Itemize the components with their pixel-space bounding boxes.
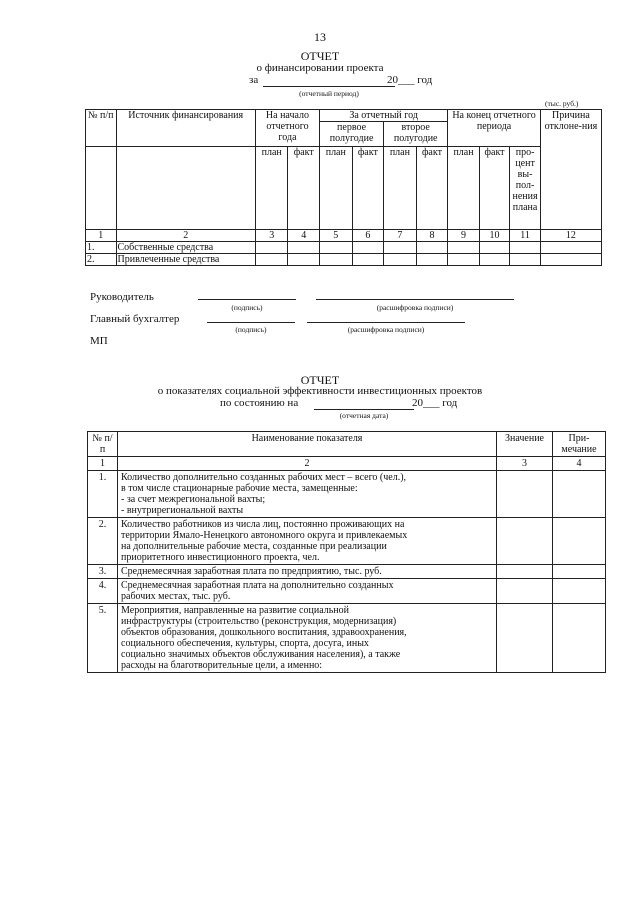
period-prefix: за bbox=[249, 74, 259, 86]
col-number: 2 bbox=[118, 457, 497, 471]
cell[interactable] bbox=[352, 254, 384, 266]
date-line bbox=[314, 409, 414, 410]
table-row bbox=[86, 242, 602, 254]
header-name: Наименование показателя bbox=[118, 432, 497, 457]
cell[interactable] bbox=[255, 242, 288, 254]
row-text-line: Среднемесячная заработная плата на дополнительно созданных bbox=[121, 580, 394, 591]
percent-label: про-цент вы-пол-нения плана bbox=[510, 147, 541, 230]
col-number: 4 bbox=[553, 457, 606, 471]
row-text-line: социально значимых объектов обслуживания населения), а также bbox=[121, 649, 401, 660]
row-text-line: в том числе стационарные рабочие места, замещенные: bbox=[121, 483, 358, 494]
accountant-label: Главный бухгалтер bbox=[90, 313, 180, 325]
cell[interactable] bbox=[510, 254, 541, 266]
row-name bbox=[118, 579, 497, 604]
cell[interactable] bbox=[416, 242, 448, 254]
table-row bbox=[88, 565, 606, 579]
header-num: № п/п bbox=[86, 110, 117, 147]
financing-table bbox=[85, 109, 602, 266]
row-name bbox=[118, 471, 497, 518]
col-number: 12 bbox=[540, 230, 601, 242]
row-name bbox=[118, 518, 497, 565]
note-cell[interactable] bbox=[553, 604, 606, 673]
cell[interactable] bbox=[384, 242, 417, 254]
row-text-line: расходы на благотворительные цели, а именно: bbox=[121, 660, 323, 671]
note-cell[interactable] bbox=[553, 518, 606, 565]
cell[interactable] bbox=[255, 254, 288, 266]
header-half2: второе полугодие bbox=[384, 122, 448, 147]
date-caption: (отчетная дата) bbox=[339, 411, 389, 420]
row-num: 5. bbox=[88, 604, 118, 673]
date-year: 20___ год bbox=[412, 397, 458, 409]
row-text-line: - внутрирегиональной вахты bbox=[121, 505, 244, 516]
col-number: 11 bbox=[510, 230, 541, 242]
row-text-line: Количество работников из числа лиц, постоянно проживающих на bbox=[121, 519, 405, 530]
header-num: № п/п bbox=[88, 432, 118, 457]
cell[interactable] bbox=[288, 254, 320, 266]
note-cell[interactable] bbox=[553, 565, 606, 579]
col-number: 6 bbox=[352, 230, 384, 242]
stamp-label: МП bbox=[90, 335, 108, 347]
header-value: Значение bbox=[497, 432, 553, 457]
table-row bbox=[88, 471, 606, 518]
units-label: (тыс. руб.) bbox=[545, 99, 579, 108]
cell[interactable] bbox=[352, 242, 384, 254]
row-name bbox=[118, 565, 497, 579]
col-number: 3 bbox=[255, 230, 288, 242]
cell[interactable] bbox=[448, 242, 480, 254]
date-prefix: по состоянию на bbox=[220, 397, 299, 409]
report1-subtitle: о финансировании проекта bbox=[256, 62, 384, 74]
header-period: За отчетный год bbox=[320, 110, 448, 122]
col-number: 8 bbox=[416, 230, 448, 242]
row-num: 1. bbox=[88, 471, 118, 518]
fact-label: факт bbox=[288, 147, 320, 230]
col-number: 7 bbox=[384, 230, 417, 242]
plan-label: план bbox=[320, 147, 353, 230]
decode-line bbox=[307, 322, 465, 323]
col-number: 9 bbox=[448, 230, 480, 242]
signature-caption: (подпись) bbox=[235, 325, 267, 334]
header-half1: первое полугодие bbox=[320, 122, 384, 147]
row-text-line: Среднемесячная заработная плата по предприятию, тыс. руб. bbox=[121, 566, 382, 577]
row-text-line: - за счет межрегиональной вахты; bbox=[121, 494, 266, 505]
plan-label: план bbox=[384, 147, 417, 230]
col-number: 2 bbox=[116, 230, 255, 242]
plan-label: план bbox=[448, 147, 480, 230]
fact-label: факт bbox=[479, 147, 510, 230]
page-number: 13 bbox=[314, 30, 326, 44]
cell[interactable] bbox=[384, 254, 417, 266]
table-row bbox=[88, 579, 606, 604]
row-num: 1. bbox=[86, 242, 117, 254]
signature-caption: (подпись) bbox=[231, 303, 263, 312]
indicators-table bbox=[87, 431, 606, 673]
note-cell[interactable] bbox=[553, 579, 606, 604]
header-start: На начало отчетного года bbox=[255, 110, 319, 147]
col-number: 1 bbox=[86, 230, 117, 242]
signature-line bbox=[198, 299, 296, 300]
head-label: Руководитель bbox=[90, 291, 154, 303]
report2-title: ОТЧЕТ bbox=[300, 373, 340, 387]
cell[interactable] bbox=[479, 254, 510, 266]
period-line bbox=[263, 86, 395, 87]
cell[interactable] bbox=[416, 254, 448, 266]
row-name: Собственные средства bbox=[116, 242, 255, 254]
value-cell[interactable] bbox=[497, 565, 553, 579]
cell[interactable] bbox=[448, 254, 480, 266]
col-number: 3 bbox=[497, 457, 553, 471]
cell[interactable] bbox=[479, 242, 510, 254]
value-cell[interactable] bbox=[497, 579, 553, 604]
row-text-line: инфраструктуры (строительство (реконструкция, модернизация) bbox=[121, 616, 397, 627]
row-text-line: рабочих местах, тыс. руб. bbox=[121, 591, 231, 602]
header-end: На конец отчетного периода bbox=[448, 110, 541, 147]
decode-caption: (расшифровка подписи) bbox=[376, 303, 454, 312]
period-year: 20___ год bbox=[387, 74, 433, 86]
period-caption: (отчетный период) bbox=[299, 89, 359, 98]
plan-label: план bbox=[255, 147, 288, 230]
cell[interactable] bbox=[540, 242, 601, 254]
value-cell[interactable] bbox=[497, 471, 553, 518]
note-cell[interactable] bbox=[553, 471, 606, 518]
cell[interactable] bbox=[288, 242, 320, 254]
cell[interactable] bbox=[540, 254, 601, 266]
row-text-line: территории Ямало-Ненецкого автономного округа и привлекаемых bbox=[121, 530, 408, 541]
row-text-line: социального обеспечения, культуры, спорта, досуга, иных bbox=[121, 638, 369, 649]
row-num: 3. bbox=[88, 565, 118, 579]
cell[interactable] bbox=[510, 242, 541, 254]
row-name: Привлеченные средства bbox=[116, 254, 255, 266]
cell[interactable] bbox=[320, 242, 353, 254]
row-num: 2. bbox=[88, 518, 118, 565]
value-cell[interactable] bbox=[497, 604, 553, 673]
col-number: 4 bbox=[288, 230, 320, 242]
signature-line bbox=[207, 322, 295, 323]
decode-line bbox=[316, 299, 514, 300]
report1-title: ОТЧЕТ bbox=[300, 49, 340, 63]
header-reason: Причина отклоне-ния bbox=[540, 110, 601, 230]
header-note: При-мечание bbox=[553, 432, 606, 457]
row-name bbox=[118, 604, 497, 673]
col-number: 1 bbox=[88, 457, 118, 471]
report2-subtitle: о показателях социальной эффективности инвестиционных проектов bbox=[157, 385, 483, 397]
col-number: 10 bbox=[479, 230, 510, 242]
decode-caption: (расшифровка подписи) bbox=[347, 325, 425, 334]
fact-label: факт bbox=[352, 147, 384, 230]
row-text-line: объектов образования, дошкольного воспитания, здравоохранения, bbox=[121, 627, 407, 638]
cell[interactable] bbox=[320, 254, 353, 266]
row-text-line: Количество дополнительно созданных рабочих мест – всего (чел.), bbox=[121, 472, 407, 483]
row-num: 4. bbox=[88, 579, 118, 604]
table-row bbox=[86, 254, 602, 266]
row-text-line: на дополнительные рабочие места, созданные при реализации bbox=[121, 541, 387, 552]
row-text-line: приоритетного инвестиционного проекта, чел. bbox=[121, 552, 320, 563]
row-num: 2. bbox=[86, 254, 117, 266]
table-row bbox=[88, 604, 606, 673]
value-cell[interactable] bbox=[497, 518, 553, 565]
fact-label: факт bbox=[416, 147, 448, 230]
header-source: Источник финансирования bbox=[116, 110, 255, 147]
col-number: 5 bbox=[320, 230, 353, 242]
row-text-line: Мероприятия, направленные на развитие социальной bbox=[121, 605, 349, 616]
table-row bbox=[88, 518, 606, 565]
